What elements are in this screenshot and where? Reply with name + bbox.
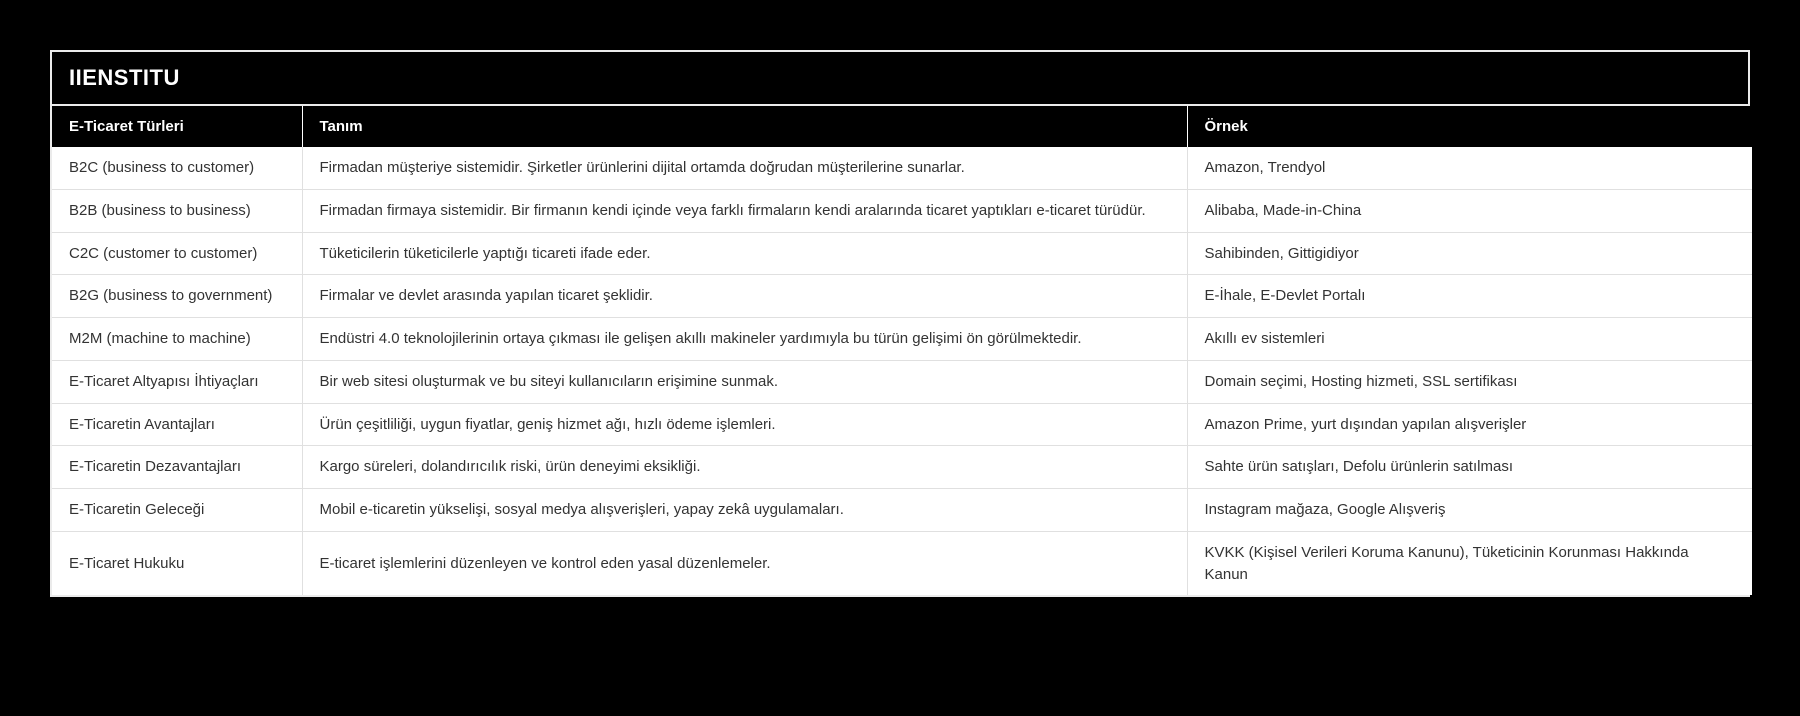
row-type-cell: E-Ticaret Hukuku (52, 531, 302, 595)
row-definition-cell: E-ticaret işlemlerini düzenleyen ve kontrol eden yasal düzenlemeler. (302, 531, 1187, 595)
row-definition-cell: Firmadan firmaya sistemidir. Bir firmanın kendi içinde veya farklı firmaların kendi aralarında ticaret yaptıkları e-ticaret türüdür. (302, 189, 1187, 232)
row-type-cell: B2C (business to customer) (52, 147, 302, 189)
row-type-cell: M2M (machine to machine) (52, 318, 302, 361)
row-type-cell: E-Ticaretin Dezavantajları (52, 446, 302, 489)
brand-title: IIENSTITU (52, 52, 1748, 106)
table-row (52, 232, 1752, 275)
ecommerce-table-card (50, 50, 1750, 597)
row-definition-cell: Bir web sitesi oluşturmak ve bu siteyi kullanıcıların erişimine sunmak. (302, 360, 1187, 403)
row-definition-cell: Kargo süreleri, dolandırıcılık riski, ürün deneyimi eksikliği. (302, 446, 1187, 489)
table-header-row (52, 106, 1752, 147)
row-example-cell: Amazon Prime, yurt dışından yapılan alışverişler (1187, 403, 1752, 446)
row-definition-cell: Firmalar ve devlet arasında yapılan ticaret şeklidir. (302, 275, 1187, 318)
row-example-cell: Akıllı ev sistemleri (1187, 318, 1752, 361)
row-definition-cell: Tüketicilerin tüketicilerle yaptığı ticareti ifade eder. (302, 232, 1187, 275)
table-row (52, 489, 1752, 532)
table-row (52, 403, 1752, 446)
row-definition-cell: Endüstri 4.0 teknolojilerinin ortaya çıkması ile gelişen akıllı makineler yardımıyla bu türün gelişimi ön görülmektedir. (302, 318, 1187, 361)
row-type-cell: B2B (business to business) (52, 189, 302, 232)
row-type-cell: E-Ticaretin Geleceği (52, 489, 302, 532)
row-example-cell: KVKK (Kişisel Verileri Koruma Kanunu), Tüketicinin Korunması Hakkında Kanun (1187, 531, 1752, 595)
row-definition-cell: Mobil e-ticaretin yükselişi, sosyal medya alışverişleri, yapay zekâ uygulamaları. (302, 489, 1187, 532)
row-example-cell: Sahte ürün satışları, Defolu ürünlerin satılması (1187, 446, 1752, 489)
row-definition-cell: Firmadan müşteriye sistemidir. Şirketler ürünlerini dijital ortamda doğrudan müşterilerine sunarlar. (302, 147, 1187, 189)
column-header-definition: Tanım (302, 106, 1187, 147)
column-header-example: Örnek (1187, 106, 1752, 147)
table-row (52, 189, 1752, 232)
row-example-cell: Sahibinden, Gittigidiyor (1187, 232, 1752, 275)
row-type-cell: B2G (business to government) (52, 275, 302, 318)
column-header-types: E-Ticaret Türleri (52, 106, 302, 147)
row-example-cell: Alibaba, Made-in-China (1187, 189, 1752, 232)
row-example-cell: Instagram mağaza, Google Alışveriş (1187, 489, 1752, 532)
row-example-cell: Amazon, Trendyol (1187, 147, 1752, 189)
row-definition-cell: Ürün çeşitliliği, uygun fiyatlar, geniş hizmet ağı, hızlı ödeme işlemleri. (302, 403, 1187, 446)
row-example-cell: E-İhale, E-Devlet Portalı (1187, 275, 1752, 318)
table-row (52, 147, 1752, 189)
table-row (52, 318, 1752, 361)
row-type-cell: E-Ticaretin Avantajları (52, 403, 302, 446)
row-type-cell: C2C (customer to customer) (52, 232, 302, 275)
table-row (52, 275, 1752, 318)
table-row (52, 531, 1752, 595)
table-row (52, 360, 1752, 403)
table-row (52, 446, 1752, 489)
row-type-cell: E-Ticaret Altyapısı İhtiyaçları (52, 360, 302, 403)
ecommerce-table (52, 106, 1752, 595)
row-example-cell: Domain seçimi, Hosting hizmeti, SSL sertifikası (1187, 360, 1752, 403)
